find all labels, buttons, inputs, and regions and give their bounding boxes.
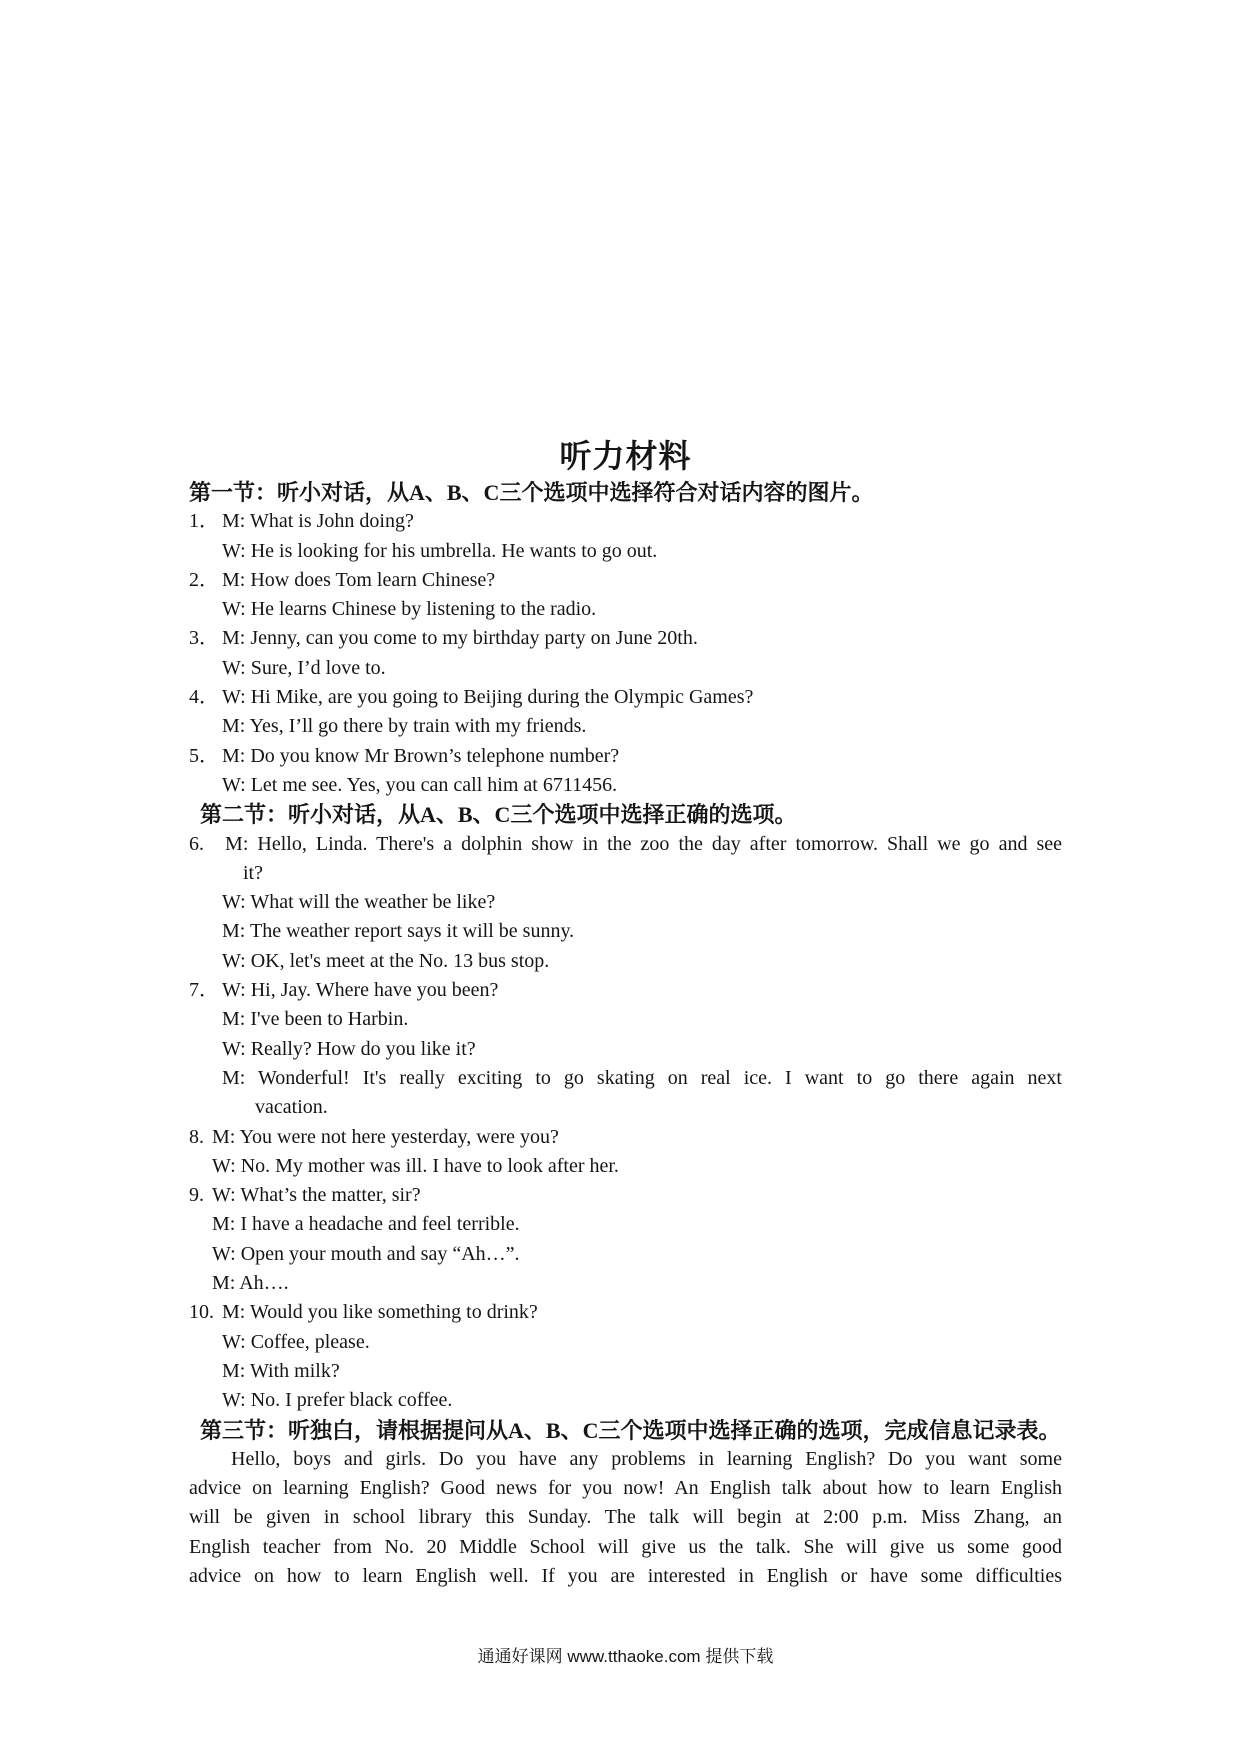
page-title: 听力材料 [559,438,692,474]
dialog-line [189,830,1062,859]
dialog-line: W: Let me see. Yes, you can call him at 6711456. [222,773,618,796]
dialog-line: M: I've been to Harbin. [222,1008,409,1031]
dialog-line: it? [243,861,263,884]
dialog-text: M: How does Tom learn Chinese? [222,568,496,591]
dialog-text: M: Would you like something to drink? [222,1301,538,1324]
dialog-line: W: OK, let's meet at the No. 13 bus stop. [222,949,550,972]
listening-script [189,478,1062,1591]
dialog-line: W: What will the weather be like? [222,891,496,914]
item-number: 7． [189,979,219,1002]
item-number: 4． [189,686,219,709]
dialog-line [189,1123,1062,1152]
dialog-line: W: Sure, I’d love to. [222,656,386,679]
dialog-text: M: Hello, Linda. There's a dolphin show in the zoo the day after tomorrow. Shall we go and see [225,832,1062,855]
item-number: 6. [189,832,204,855]
dialog-text: M: Jenny, can you come to my birthday party on June 20th. [222,627,698,650]
section-heading: 第一节：听小对话，从A、B、C三个选项中选择符合对话内容的图片。 [189,480,874,505]
item-number: 1． [189,510,219,533]
dialog-line: M: The weather report says it will be sunny. [222,920,575,943]
item-number: 3． [189,627,219,650]
dialog-line: W: Open your mouth and say “Ah…”. [212,1242,520,1265]
dialog-line: M: Wonderful! It's really exciting to go skating on real ice. I want to go there again next [222,1066,1062,1089]
dialog-line: vacation. [255,1096,328,1119]
monologue-line: advice on how to learn English well. If you are interested in English or have some difficulties [189,1564,1062,1587]
dialog-line: W: He is looking for his umbrella. He wants to go out. [222,539,658,562]
dialog-line: M: With milk? [222,1359,340,1382]
dialog-text: W: Hi, Jay. Where have you been? [222,979,499,1002]
monologue-line: Hello, boys and girls. Do you have any problems in learning English? Do you want some [231,1447,1062,1470]
dialog-line [189,566,1062,595]
dialog-line [189,976,1062,1005]
item-number: 10. [189,1301,214,1324]
dialog-text: M: You were not here yesterday, were you? [212,1125,559,1148]
dialog-line [189,742,1062,771]
dialog-line: W: No. My mother was ill. I have to look after her. [212,1154,619,1177]
dialog-line: W: No. I prefer black coffee. [222,1389,453,1412]
item-number: 5． [189,744,219,767]
section-heading: 第三节：听独白，请根据提问从A、B、C三个选项中选择正确的选项，完成信息记录表。 [200,1417,1061,1443]
item-number: 2． [189,568,219,591]
monologue-line: advice on learning English? Good news for you now! An English talk about how to learn English [189,1477,1062,1500]
dialog-line: M: I have a headache and feel terrible. [212,1213,520,1236]
dialog-text: M: Do you know Mr Brown’s telephone number? [222,744,620,767]
dialog-text: M: What is John doing? [222,510,414,533]
dialog-line: W: He learns Chinese by listening to the radio. [222,598,597,621]
dialog-line [189,507,1062,536]
dialog-line: M: Yes, I’ll go there by train with my friends. [222,715,587,738]
monologue-line: will be given in school library this Sunday. The talk will begin at 2:00 p.m. Miss Zhang, an [189,1506,1062,1529]
monologue-line: English teacher from No. 20 Middle School will give us the talk. She will give us some good [189,1535,1062,1558]
dialog-line: M: Ah…. [212,1272,289,1295]
dialog-line [189,1298,1062,1327]
section-heading: 第二节：听小对话，从A、B、C三个选项中选择正确的选项。 [200,802,797,828]
dialog-line [189,624,1062,653]
dialog-text: W: Hi Mike, are you going to Beijing during the Olympic Games? [222,686,754,709]
dialog-line: W: Coffee, please. [222,1330,370,1353]
item-number: 9. [189,1184,204,1207]
dialog-line [189,683,1062,712]
dialog-line [189,1181,1062,1210]
item-number: 8. [189,1125,204,1148]
dialog-line: W: Really? How do you like it? [222,1037,476,1060]
dialog-text: W: What’s the matter, sir? [212,1184,421,1207]
page-footer: 通通好课网 www.tthaoke.com 提供下载 [477,1647,774,1666]
